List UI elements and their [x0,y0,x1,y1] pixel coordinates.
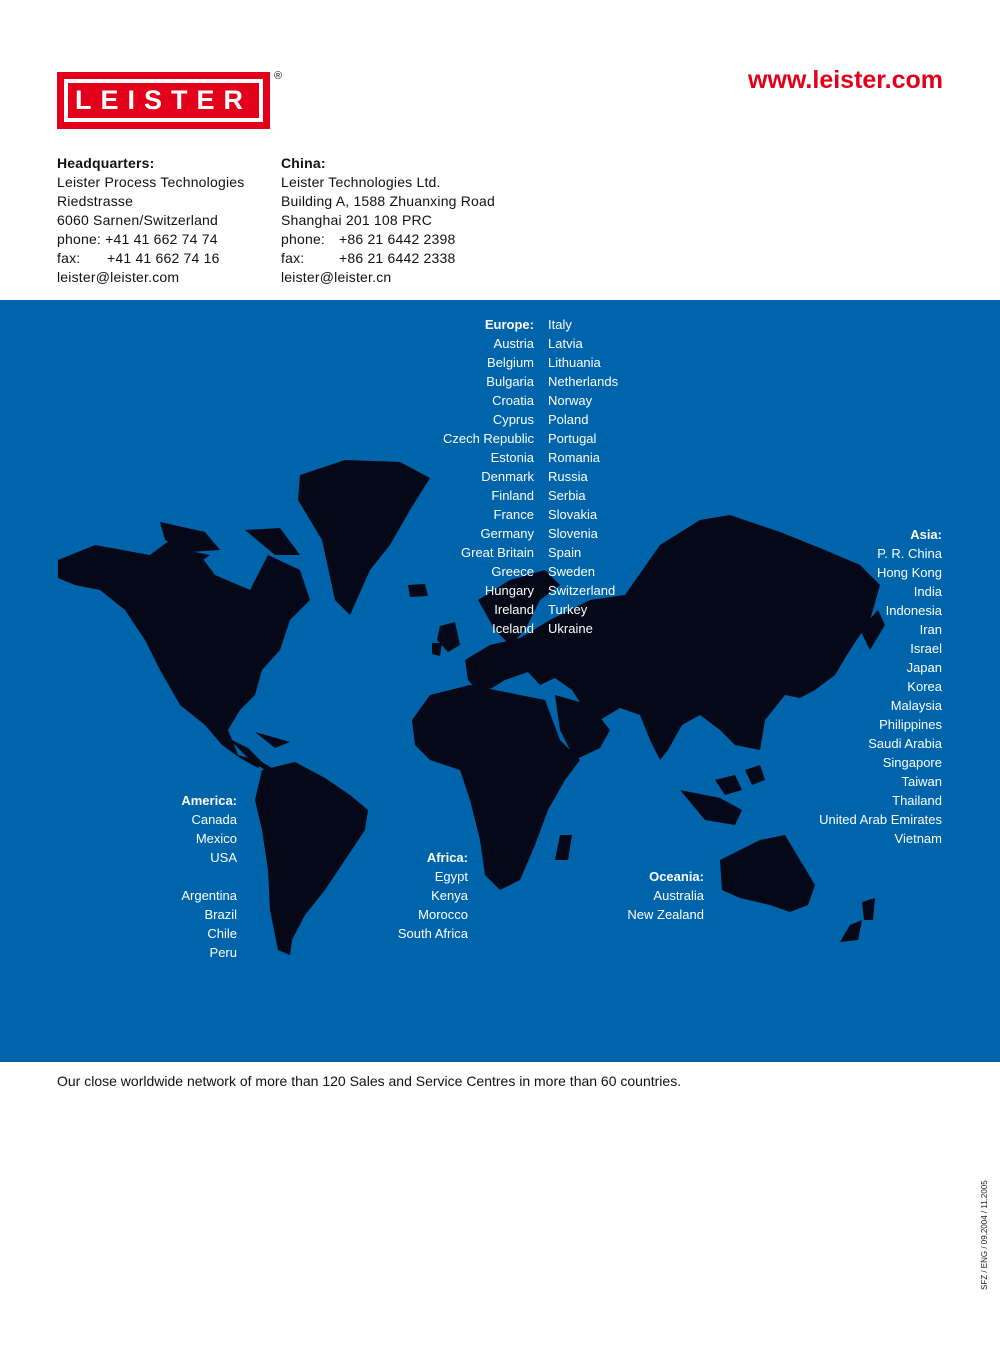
country: Czech Republic [442,431,534,446]
country: Morocco [418,907,468,922]
country: Brazil [204,907,237,922]
country: France [493,507,534,522]
australia-shape [720,835,815,912]
country: Lithuania [548,355,601,370]
country: India [913,584,942,599]
country: Spain [548,545,582,560]
country: Australia [653,888,704,903]
country: Poland [548,412,589,427]
hq-fax-label: fax: [57,250,81,266]
hq-line3: 6060 Sarnen/Switzerland [57,212,219,228]
country: Latvia [548,336,583,351]
country: Philippines [879,717,942,732]
country: Slovenia [548,526,598,541]
hq-line1: Leister Process Technologies [57,174,245,190]
country: Norway [548,393,593,408]
country: Portugal [548,431,597,446]
america-heading: America: [181,793,237,808]
oceania-list [627,867,704,924]
registered-mark: ® [274,70,283,82]
country: Iceland [492,621,534,636]
country: Greece [491,564,534,579]
country: Denmark [481,469,534,484]
caribbean-shape [255,732,290,748]
china-phone: +86 21 6442 2398 [339,231,456,247]
country: Cyprus [492,412,534,427]
logo-text: LEISTER [68,83,259,118]
country: Japan [906,660,942,675]
country: Peru [209,945,237,960]
china-line1: Leister Technologies Ltd. [281,174,441,190]
europe-heading: Europe: [484,317,534,332]
country: Indonesia [885,603,942,618]
madagascar-shape [555,835,572,860]
africa-list [398,848,468,943]
iceland-shape [408,584,428,597]
country: Thailand [892,793,942,808]
headquarters-address [57,154,244,287]
country: Hungary [484,583,534,598]
network-caption: Our close worldwide network of more than 120 Sales and Service Centres in more than 60 countries. [57,1073,682,1089]
country: Turkey [548,602,588,617]
country: Canada [191,812,237,827]
asia-list [819,525,942,848]
se-asia-islands-shape [680,765,765,825]
china-fax-label: fax: [281,250,305,266]
country: New Zealand [627,907,704,922]
central-america-shape [228,738,275,772]
country: Ireland [494,602,534,617]
country: Romania [548,450,601,465]
china-phone-label: phone: [281,231,326,247]
south-america-shape [255,762,368,955]
country: Belgium [487,355,534,370]
country: United Arab Emirates [819,812,942,827]
country: Iran [919,622,942,637]
country: Korea [907,679,942,694]
world-map-panel [0,300,1000,1062]
china-address [281,154,495,287]
country: Austria [493,336,534,351]
country: Italy [548,317,572,332]
country: Vietnam [894,831,942,846]
country: Egypt [434,869,468,884]
china-fax: +86 21 6442 2338 [339,250,456,266]
country: USA [210,850,237,865]
country: Serbia [548,488,586,503]
china-email[interactable]: leister@leister.cn [281,269,392,285]
new-zealand-shape [840,898,875,942]
hq-fax: +41 41 662 74 16 [107,250,220,266]
country: Ukraine [548,621,593,636]
country: Netherlands [548,374,619,389]
country: P. R. China [877,546,942,561]
oceania-heading: Oceania: [649,869,704,884]
north-america-shape [58,540,310,768]
country: Kenya [431,888,468,903]
hq-fax-row [57,249,244,268]
america-list [181,791,237,962]
hq-phone-row [57,230,244,249]
china-line3: Shanghai 201 108 PRC [281,212,433,228]
country: Croatia [492,393,534,408]
country: Taiwan [901,774,942,789]
country: Singapore [882,755,942,770]
country: Russia [548,469,588,484]
country: Bulgaria [486,374,534,389]
spacer [181,867,237,886]
country: Saudi Arabia [868,736,942,751]
country: Sweden [548,564,595,579]
hq-heading: Headquarters: [57,155,155,171]
document-code: SFZ / ENG / 09.2004 / 11.2005 [980,1180,989,1290]
china-heading: China: [281,155,326,171]
country: Mexico [195,831,237,846]
country: Slovakia [548,507,598,522]
country: Finland [491,488,534,503]
country: Malaysia [890,698,942,713]
country: Chile [207,926,237,941]
china-line2: Building A, 1588 Zhuanxing Road [281,193,496,209]
country: Great Britain [461,545,534,560]
country: Hong Kong [876,565,942,580]
country: Argentina [181,888,237,903]
country: Estonia [490,450,534,465]
hq-phone: +41 41 662 74 74 [105,231,218,247]
china-phone-row [281,230,495,249]
africa-heading: Africa: [426,850,468,865]
website-link[interactable]: www.leister.com [748,66,943,94]
leister-logo [57,72,270,129]
country: South Africa [397,926,468,941]
country: Switzerland [548,583,616,598]
hq-phone-label: phone: [57,231,102,247]
asia-heading: Asia: [910,527,942,542]
country: Israel [910,641,942,656]
europe-list-left [443,315,534,638]
hq-email[interactable]: leister@leister.com [57,269,180,285]
hq-line2: Riedstrasse [57,193,134,209]
europe-list-right [548,315,618,638]
country: Germany [480,526,534,541]
china-fax-row [281,249,495,268]
